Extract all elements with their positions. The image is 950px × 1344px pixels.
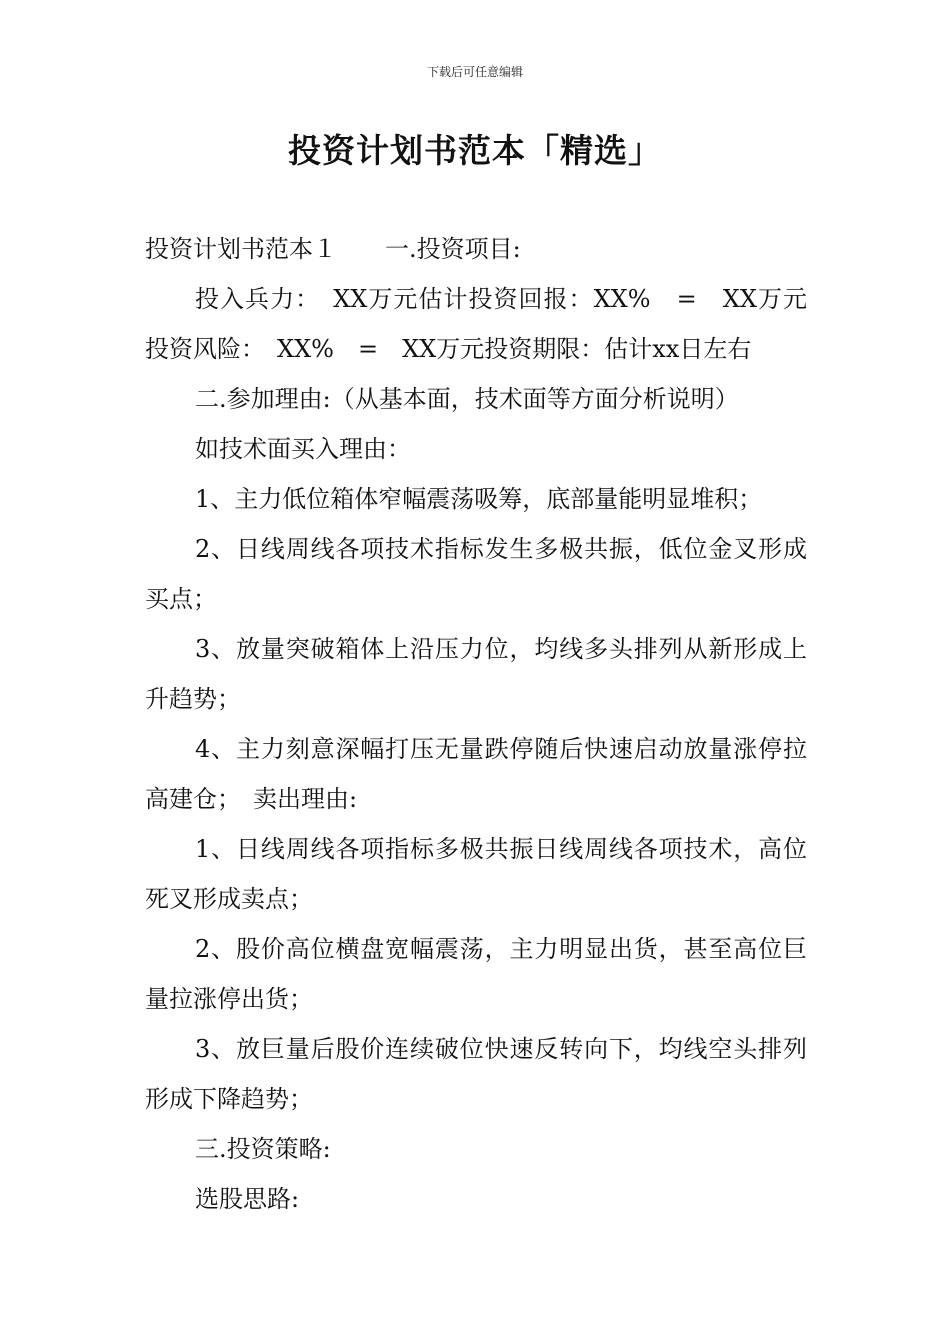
paragraph-buy-reason-1: 1、主力低位箱体窄幅震荡吸筹，底部量能明显堆积；: [195, 485, 763, 513]
header-note: 下载后可任意编辑: [426, 65, 523, 79]
paragraph-investment-details: 投入兵力： XX万元估计投资回报：XX% = XX万元 投资风险： XX% = XX万元投资期限：估计xx日左右: [145, 285, 831, 363]
document-body: [145, 224, 831, 1224]
paragraph-sell-reason-2: 2、股价高位横盘宽幅震荡，主力明显出货，甚至高位巨量拉涨停出货；: [145, 935, 807, 1013]
paragraph-buy-reasons-heading: 如技术面买入理由：: [195, 435, 411, 463]
paragraph-buy-reason-3: 3、放量突破箱体上沿压力位，均线多头排列从新形成上升趋势；: [145, 635, 807, 713]
document-title: 投资计划书范本「精选」: [288, 131, 662, 170]
paragraph-stock-selection: 选股思路:: [195, 1185, 300, 1213]
paragraph-buy-reason-4: 4、主力刻意深幅打压无量跌停随后快速启动放量涨停拉高建仓； 卖出理由:: [145, 735, 807, 813]
paragraph-sell-reason-3: 3、放巨量后股价连续破位快速反转向下，均线空头排列形成下降趋势；: [145, 1035, 807, 1113]
paragraph-sell-reason-1: 1、日线周线各项指标多极共振日线周线各项技术，高位死叉形成卖点；: [145, 835, 807, 913]
paragraph-section-three: 三.投资策略:: [195, 1135, 331, 1163]
paragraph-section-two: 二.参加理由:（从基本面，技术面等方面分析说明）: [195, 385, 739, 413]
paragraph-section-one: 投资计划书范本１ 一.投资项目:: [145, 235, 521, 263]
paragraph-buy-reason-2: 2、日线周线各项技术指标发生多极共振，低位金叉形成买点；: [145, 535, 807, 613]
